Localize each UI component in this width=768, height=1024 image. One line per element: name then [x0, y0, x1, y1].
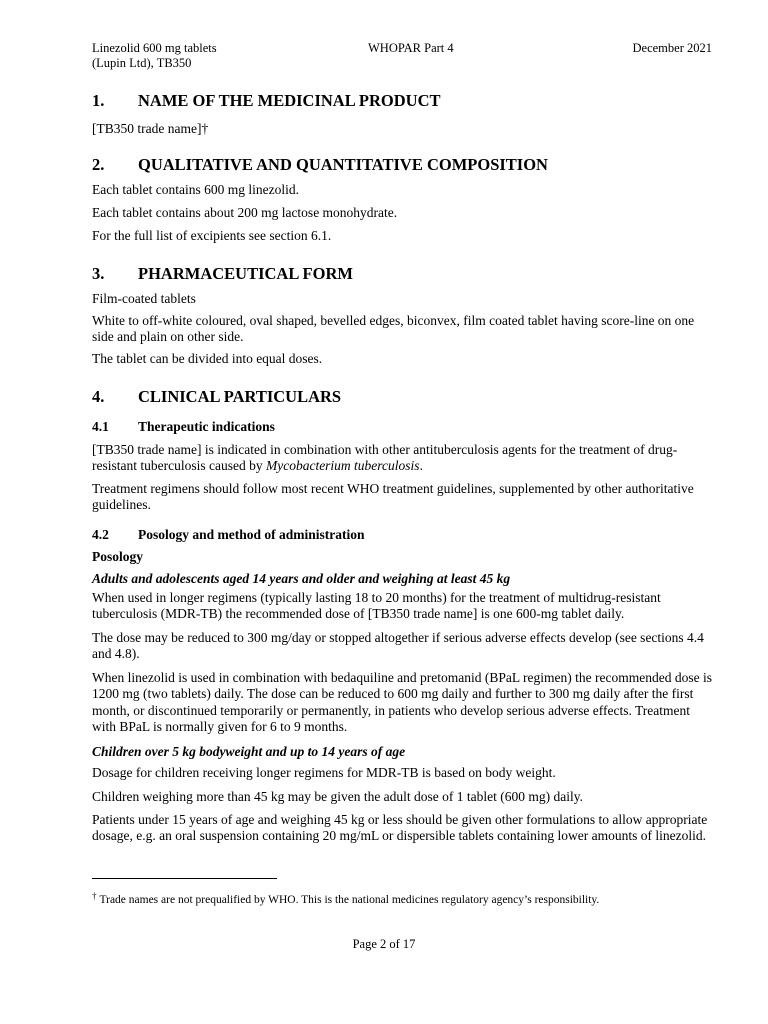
- adults-paragraph-1: When used in longer regimens (typically lasting 18 to 20 months) for the treatment of multidrug-resistant tuberculosis (MDR-TB) the recommended dose of [TB350 trade name] is one 600-mg tablet daily.: [92, 590, 661, 622]
- header-product-line1: Linezolid 600 mg tablets: [92, 41, 217, 55]
- section-number: 3.: [92, 264, 105, 283]
- adults-paragraph-2: The dose may be reduced to 300 mg/day or stopped altogether if serious adverse effects develop (see sections 4.4 and 4.8).: [92, 630, 704, 662]
- indications-paragraph-2: Treatment regimens should follow most recent WHO treatment guidelines, supplemented by other authoritative guidelines.: [92, 481, 694, 513]
- footnote-mark: †: [92, 891, 97, 901]
- subsection-title: Therapeutic indications: [138, 419, 275, 434]
- footnote-text: Trade names are not prequalified by WHO. This is the national medicines regulatory agency’s responsibility.: [99, 894, 600, 906]
- form-paragraph-1: Film-coated tablets: [92, 291, 196, 306]
- section-title: CLINICAL PARTICULARS: [138, 387, 342, 406]
- children-paragraph-1: Dosage for children receiving longer regimens for MDR-TB is based on body weight.: [92, 765, 556, 780]
- footnote-divider: [92, 878, 277, 879]
- indications-end: .: [419, 458, 423, 474]
- composition-paragraph-2: Each tablet contains about 200 mg lactose monohydrate.: [92, 205, 398, 220]
- section-3-heading: [92, 264, 353, 284]
- subsection-title: Posology and method of administration: [138, 527, 365, 542]
- composition-paragraph-3: For the full list of excipients see section 6.1.: [92, 228, 332, 243]
- section-title: PHARMACEUTICAL FORM: [138, 264, 353, 283]
- subsection-number: 4.1: [92, 419, 109, 434]
- adults-heading: Adults and adolescents aged 14 years and older and weighing at least 45 kg: [92, 571, 511, 586]
- section-title: NAME OF THE MEDICINAL PRODUCT: [138, 91, 441, 110]
- children-paragraph-2: Children weighing more than 45 kg may be given the adult dose of 1 tablet (600 mg) daily.: [92, 789, 584, 804]
- footnote: [92, 889, 599, 907]
- indications-text: [TB350 trade name] is indicated in combination with other antituberculosis agents for the treatment of drug-resistant tuberculosis caused by: [92, 442, 678, 474]
- header-document: WHOPAR Part 4: [368, 41, 454, 55]
- section-2-heading: [92, 155, 548, 175]
- header-product-line2: (Lupin Ltd), TB350: [92, 56, 192, 70]
- organism-name: Mycobacterium tuberculosis: [265, 458, 420, 474]
- section-number: 4.: [92, 387, 105, 406]
- page-number: Page 2 of 17: [352, 937, 416, 951]
- trade-name-text: [TB350 trade name]: [92, 121, 202, 136]
- section-number: 2.: [92, 155, 105, 174]
- section-1-heading: [92, 91, 441, 111]
- children-heading: Children over 5 kg bodyweight and up to 14 years of age: [92, 744, 406, 759]
- header-product: [92, 41, 217, 71]
- section-title: QUALITATIVE AND QUANTITATIVE COMPOSITION: [138, 155, 548, 174]
- children-paragraph-3: Patients under 15 years of age and weighing 45 kg or less should be given other formulations to allow appropriate dosage, e.g. an oral suspension containing 20 mg/mL or dispersible tablets containing lower amounts of linezolid.: [92, 812, 708, 844]
- posology-heading: Posology: [92, 549, 144, 564]
- adults-paragraph-3: When linezolid is used in combination with bedaquiline and pretomanid (BPaL regimen) the recommended dose is 1200 mg (two tablets) daily. The dose can be reduced to 600 mg daily and further to 300 mg daily after the first month, or discontinued temporarily or permanently, in patients who develop serious adverse effects. Treatment with BPaL is normally given for 6 to 9 months.: [92, 670, 712, 735]
- trade-name-paragraph: [92, 121, 712, 137]
- subsection-4-1-heading: [92, 418, 275, 435]
- subsection-4-2-heading: [92, 526, 365, 543]
- section-4-heading: [92, 387, 341, 407]
- form-paragraph-2: White to off-white coloured, oval shaped, bevelled edges, biconvex, film coated tablet having score-line on one side and plain on other side.: [92, 313, 695, 345]
- section-number: 1.: [92, 91, 105, 110]
- subsection-number: 4.2: [92, 527, 109, 542]
- header-date: December 2021: [632, 41, 712, 55]
- composition-paragraph-1: Each tablet contains 600 mg linezolid.: [92, 182, 299, 197]
- indications-paragraph-1: [92, 442, 712, 475]
- form-paragraph-3: The tablet can be divided into equal doses.: [92, 351, 323, 366]
- dagger-mark: †: [201, 121, 209, 136]
